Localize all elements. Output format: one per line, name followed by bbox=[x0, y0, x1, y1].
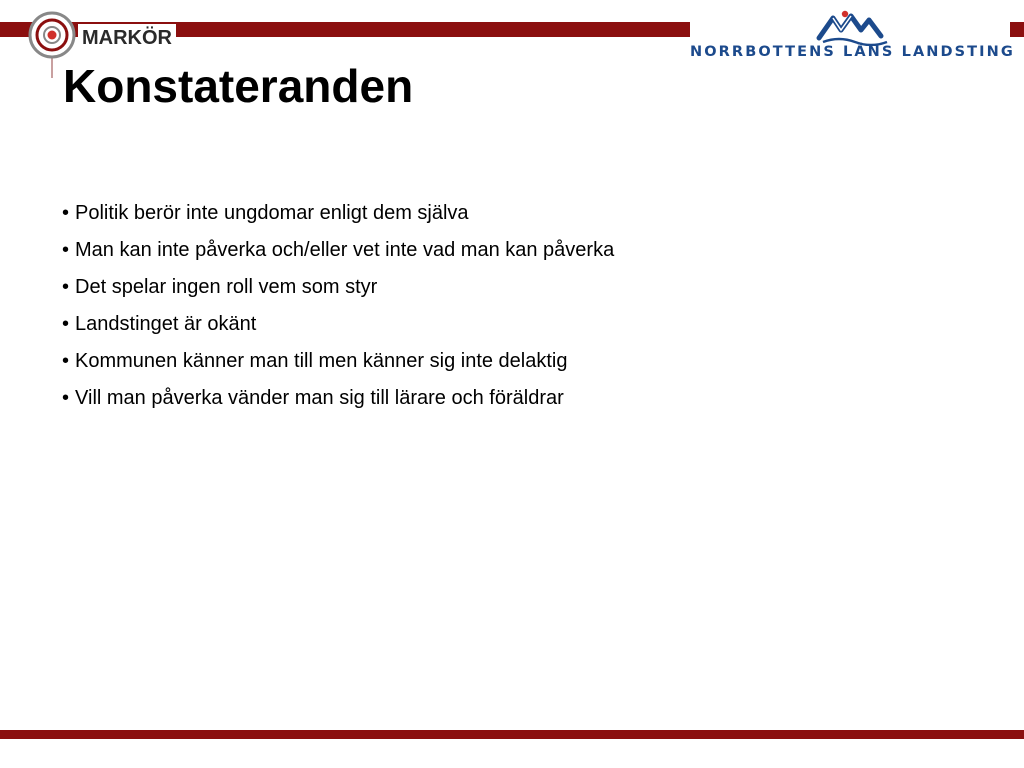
bullet-text: Landstinget är okänt bbox=[75, 313, 257, 335]
list-item bbox=[62, 380, 614, 417]
bullet-symbol: • bbox=[62, 387, 70, 409]
bullet-text: Vill man påverka vänder man sig till lärare och föräldrar bbox=[75, 387, 564, 409]
bullet-text: Det spelar ingen roll vem som styr bbox=[75, 276, 378, 298]
bullet-symbol: • bbox=[62, 202, 70, 224]
bullet-symbol: • bbox=[62, 239, 70, 261]
list-item bbox=[62, 343, 614, 380]
bullet-text: Kommunen känner man till men känner sig inte delaktig bbox=[75, 350, 568, 372]
list-item bbox=[62, 232, 614, 269]
list-item bbox=[62, 269, 614, 306]
list-item bbox=[62, 195, 614, 232]
bullet-symbol: • bbox=[62, 350, 70, 372]
brand-name: MARKÖR bbox=[78, 24, 176, 50]
nll-mountain-icon bbox=[815, 8, 895, 46]
bullet-text: Politik berör inte ungdomar enligt dem själva bbox=[75, 202, 469, 224]
bullet-symbol: • bbox=[62, 276, 70, 298]
organization-name: NORRBOTTENS LÄNS LANDSTING bbox=[690, 44, 1015, 60]
footer-accent-bar bbox=[0, 730, 1024, 739]
page-title: Konstateranden bbox=[63, 60, 414, 112]
list-item bbox=[62, 306, 614, 343]
bullet-list bbox=[62, 195, 614, 417]
bullet-text: Man kan inte påverka och/eller vet inte vad man kan påverka bbox=[75, 239, 615, 261]
bullet-symbol: • bbox=[62, 313, 70, 335]
header-accent-bar-right bbox=[1010, 22, 1024, 37]
